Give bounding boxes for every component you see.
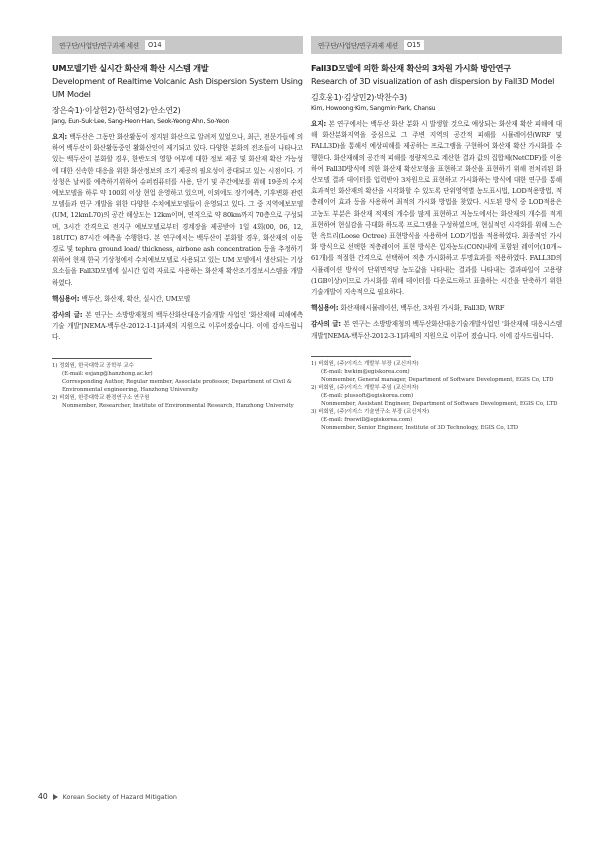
footnote-line: (E-mail: plussoft@egiskorea.com) [321,392,414,399]
ack-label: 감사의 글: [52,311,86,320]
abstract [52,132,303,289]
abstract [311,119,562,298]
footnote-main: 2) 비회원, (주)이지스 개발부 주임 (교신저자) [311,384,419,391]
keywords [311,303,562,314]
keywords-text: 화산재해시뮬레이션, 백두산, 3차원 가시화, Fall3D, WRF [340,304,505,313]
ack-text: 본 연구는 소방방재청의 백두산화산대응기술개발사업인 '화산재해 대응시스템 개발'[NEMA-백두산-2012-3-1]과제의 지원으로 이루어 졌습니다. 이에 감사드립니다. [311,320,563,340]
footnote-main: 3) 비회원, (주)이지스 기술연구소 부장 (교신저자) [311,408,429,415]
session-header [52,36,303,54]
footnote [311,408,562,432]
footnote-line: (E-mail: freewill@egiskorea.com) [321,416,413,423]
keywords-text: 백두산, 화산재, 확산, 실시간, UM모델 [81,294,190,303]
acknowledgement [311,319,562,341]
footnote [311,360,562,384]
article-right [311,36,562,432]
abstract-label: 요지: [52,133,70,141]
ack-text: 본 연구는 소방방재청의 백두산화산대응기술개발 사업인 '화산재해 피해예측 기술 개발'[NEMA-백두산-2012-1-1]과제의 지원으로 이루어졌습니다. 이에 감사드립니다. [52,311,303,342]
triangle-icon [53,794,58,800]
authors-english: Jang, Eun-Suk·Lee, Sang-Heon·Han, Seok-Yeong·Ahn, So-Yeon [52,118,230,125]
footnote [52,394,303,410]
session-header [311,36,562,54]
footnote-line: (E-mail: esjang@hanzhong.ac.kr) [62,370,153,377]
abstract-label: 요지: [311,120,329,128]
session-number: O14 [145,40,165,50]
session-number: O15 [404,40,424,50]
acknowledgement [52,310,303,344]
session-category: 연구단/사업단/연구과제 세션 [318,42,398,50]
journal-name: Korean Society of Hazard Mitigation [62,792,177,801]
keywords-label: 핵심용어: [311,304,341,313]
keywords [52,294,303,305]
ack-label: 감사의 글: [311,320,344,329]
title-korean: UM모델기반 실시간 화산재 확산 시스템 개발 [52,63,209,73]
footnote-main: 1) 정회원, 한국대학교 공학부 교수 [52,362,134,369]
title-english: Research of 3D visualization of ash dispersion by Fall3D Model [311,76,555,86]
authors-korean: 장은숙1)·이상헌2)·한석영2)·안소연2) [52,106,181,115]
abstract-text: 본 연구에서는 백두산 화산 분화 시 발생할 것으로 예상되는 화산재 확산 피해에 대해 화산분화지역을 중심으로 그 주변 지역의 공간적 피해를 시뮬레이션(WRF 및 FALL3D)을 통해서 예상피해를 제공하는 프로그램을 구현하여 화산재 확산 가시화를 수행한다. 화산재해의 공간적 피해를 정량적으로 계산한 결과 값의 집합체(NetCDF)를 이용하여 Fall3D방식에 의한 화산재 확산모형을 표현하고 화산을 표현하기 위해 전처리된 화산모델 결과 데이터를 입력받아 3차원으로 표현하고 가시화하는 방식에 대한 연구를 통해 효과적인 화산재의 확산을 시각화할 수 있도록 단위영역별 농도표시법, LOD적용방법, 적층레이어 효과 등을 사용하여 최적의 가시화 방법을 찾았다. 시도된 방식 중 LOD적용은 고농도 부분은 화산재 적재의 개수를 많게 표현하고 저농도에서는 화산재의 개수를 적게 표현하여 현실감을 극대화 하도록 프로그램을 구성하였으며, 현실적인 시각화를 위해 느슨한 옥트리(Loose Octree) 표현방식을 사용하여 LOD기법을 적용하였다. 최종적인 가시화 방식으로 선택한 적층레이어 표현 방식은 입자농도(CON)내에 포함된 레이어(10개~ 61개)를 적절한 간격으로 선택하여 적층 가시화하고 투명효과를 적용하였다. FALL3D의 시뮬레이션 방식이 단위면적당 농도값을 나타내는 결과를 나타내는 결과파일이 고용량(1GB이상)이므로 가시화를 위해 데이터를 다운로드하고 표출하는 시간을 단축하기 위한 기술개발이 지속적으로 필요하다. [311,120,562,297]
footnote-line: Nonmember, Researcher, Institute of Environmental Research, Hanzhong University [62,402,294,409]
footnote-line: Nonmember, Senior Engineer, Institute of 3D Technology, EGIS Co, LTD [321,424,519,431]
page-footer [38,792,177,801]
session-category: 연구단/사업단/연구과제 세션 [59,42,139,50]
footnote-main: 2) 비회원, 한중대학교 환경연구소 연구원 [52,394,150,401]
article-left [52,36,303,410]
authors-korean: 김호웅1)·김상민2)·박찬수3) [311,93,407,102]
authors-english: Kim, Howoong·Kim, Sangmin·Park, Chansu [311,105,436,112]
footnote-main: 1) 비회원, (주)이지스 개발부 부장 (교신저자) [311,360,419,367]
footnote-line: Corresponding Author, Regular member, Associate professor, Department of Civil & Environmental engineering, Hanzhong University [62,378,292,393]
footnote [311,384,562,408]
footnote-divider [52,358,152,359]
abstract-text: 백두산은 그동안 화산활동이 정지된 화산으로 알려져 있었으나, 최근, 전문가들에 의하여 백두산이 화산활동중인 활화산인이 제기되고 있다. 다양한 분화의 전조들이 나타나고 있는 백두산이 분화할 경우, 한반도의 영향 여부에 대한 정보 제공 및 화산재 확산 가능성에 대한 신속한 대응을 위한 화산정보의 조기 제공의 필요성이 증대되고 있는 시점이다. 기상청은 날씨를 예측하기위하여 슈퍼컴퓨터를 사용, 단기 및 주간예보를 위해 19종의 수치예보모델을 하루 약 100회 이상 현업 운영하고 있으며, 이외에도 장기예측, 기후변화 관련 모델들과 연구 개발을 위한 다양한 수치예보모델들이 운영되고 있다. 그 중 지역예보모델(UM, 12kmL70)의 공간 해상도는 12km이며, 연직으로 약 80km까지 70층으로 구성되며, 3시간 간격으로 전지구 예보모델로부터 경계장을 제공받아 1일 4회(00, 06, 12, 18UTC) 87시간 예측을 수행한다. 본 연구에서는 백두산이 분화할 경우, 화산재의 이동 경로 및 tephra ground load/ thickness, airbone ash concentration 등을 추정하기위하여 현재 한국 기상청에서 수치예보모델로 사용되고 있는 UM 모델에서 생산되는 기상요소들을 Fall3D모델에 실시간 입력 자료로 사용하는 화산재 확산조기경보시스템을 개발하였다. [52,133,303,287]
footnote-divider [311,356,411,357]
keywords-label: 핵심용어: [52,294,82,303]
title-korean: Fall3D모델에 의한 화산재 확산의 3차원 가시화 방안연구 [311,63,511,73]
footnote [52,362,303,394]
footnote-line: (E-mail: hwkim@egiskorea.com) [321,368,410,375]
title-english: Development of Realtime Volcanic Ash Dispersion System Using UM Model [52,76,303,99]
page-number: 40 [38,792,48,801]
footnote-line: Nonmember, General manager, Department of Software Development, EGIS Co, LTD [321,376,554,383]
footnote-line: Nonmember, Assistant Engineer, Department of Software Development, EGIS Co, LTD [321,400,558,407]
